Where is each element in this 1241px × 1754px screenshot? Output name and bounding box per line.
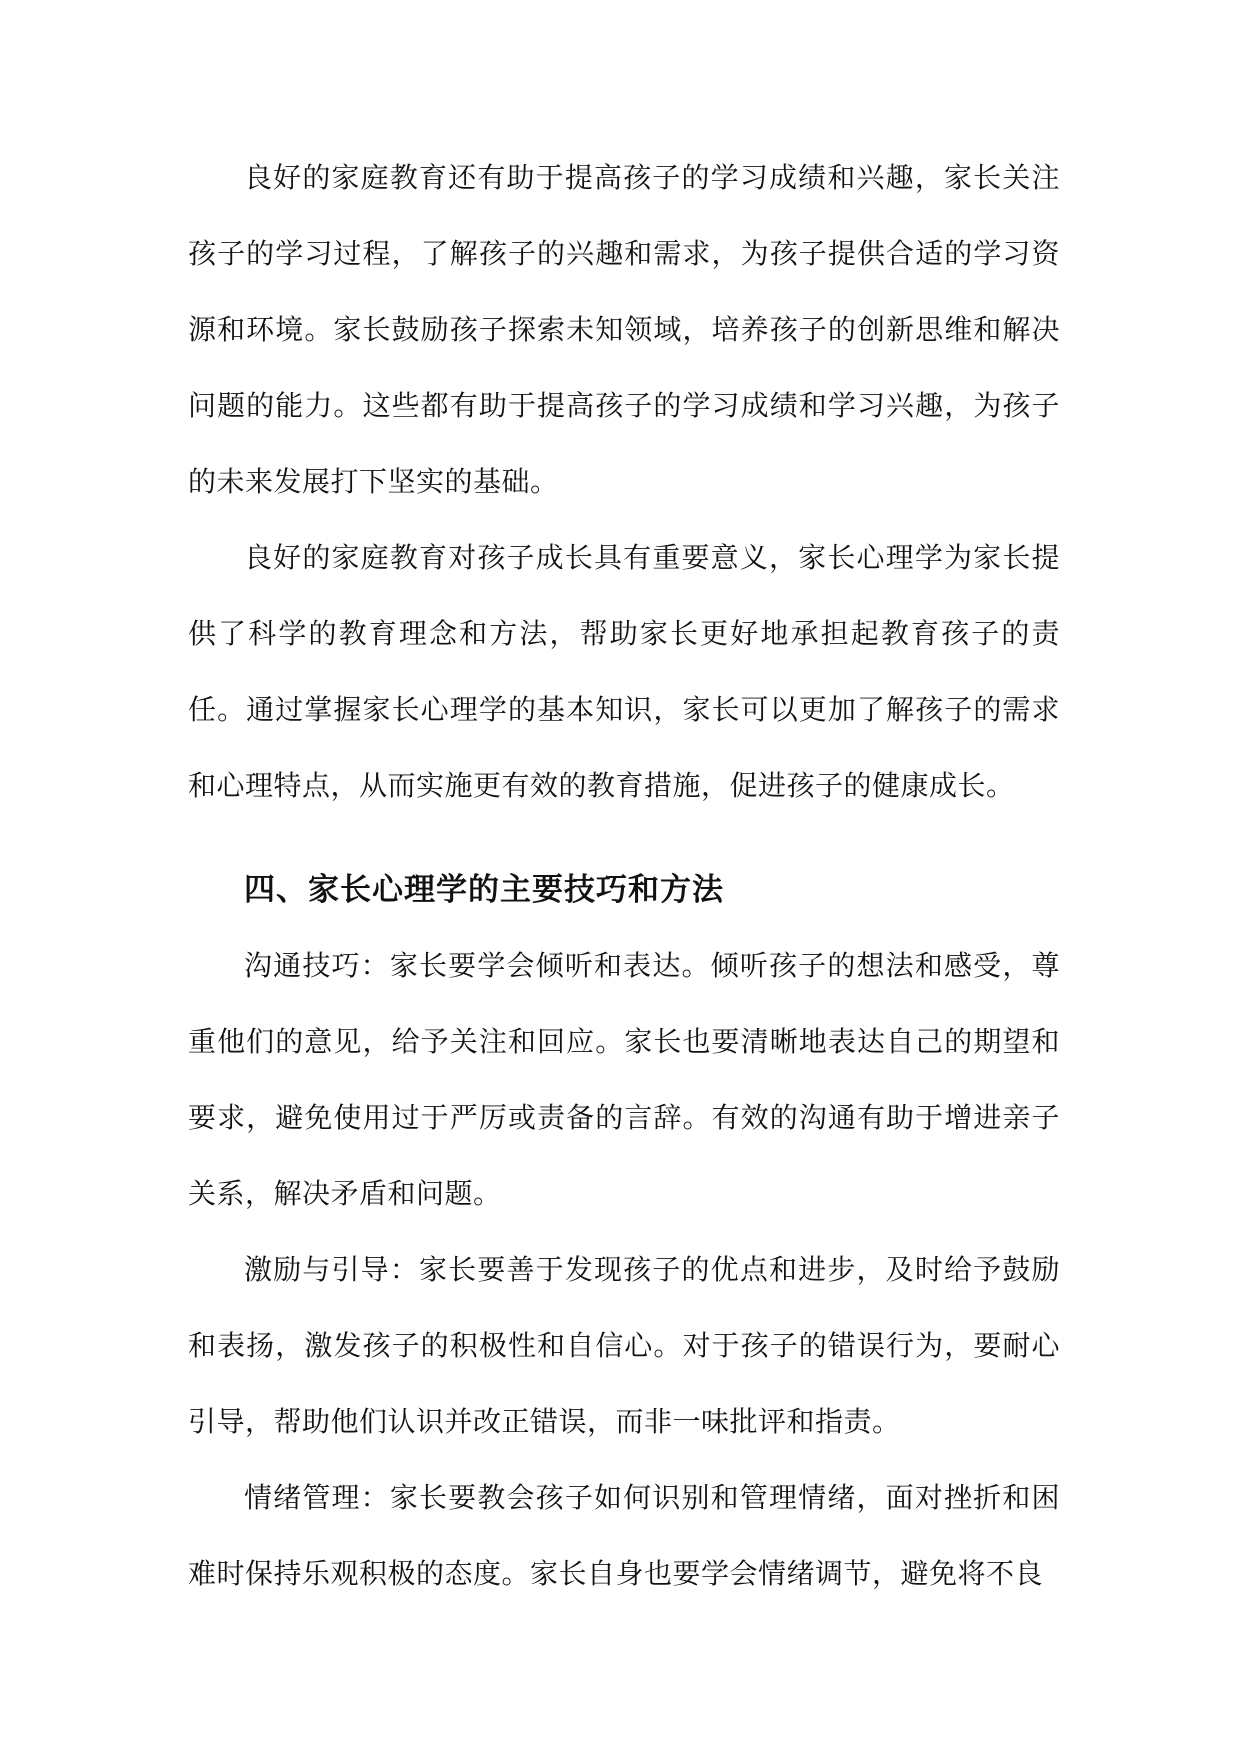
paragraph-emotion-management: 情绪管理：家长要教会孩子如何识别和管理情绪，面对挫折和困难时保持乐观积极的态度。家长自身也要学会情绪调节，避免将不良	[188, 1481, 1060, 1590]
paragraph-communication-skills: 沟通技巧：家长要学会倾听和表达。倾听孩子的想法和感受，尊重他们的意见，给予关注和回应。家长也要清晰地表达自己的期望和要求，避免使用过于严厉或责备的言辞。有效的沟通有助于增进亲子关系，解决矛盾和问题。	[188, 949, 1060, 1210]
document-body	[188, 140, 1060, 1612]
paragraph-importance-summary: 良好的家庭教育对孩子成长具有重要意义，家长心理学为家长提供了科学的教育理念和方法，帮助家长更好地承担起教育孩子的责任。通过掌握家长心理学的基本知识，家长可以更加了解孩子的需求和心理特点，从而实施更有效的教育措施，促进孩子的健康成长。	[188, 541, 1060, 802]
paragraph-motivation-guidance: 激励与引导：家长要善于发现孩子的优点和进步，及时给予鼓励和表扬，激发孩子的积极性和自信心。对于孩子的错误行为，要耐心引导，帮助他们认识并改正错误，而非一味批评和指责。	[188, 1253, 1060, 1438]
section-heading: 四、家长心理学的主要技巧和方法	[244, 872, 724, 908]
paragraph-academic-benefits: 良好的家庭教育还有助于提高孩子的学习成绩和兴趣，家长关注孩子的学习过程，了解孩子的兴趣和需求，为孩子提供合适的学习资源和环境。家长鼓励孩子探索未知领域，培养孩子的创新思维和解决问题的能力。这些都有助于提高孩子的学习成绩和学习兴趣，为孩子的未来发展打下坚实的基础。	[188, 161, 1060, 498]
